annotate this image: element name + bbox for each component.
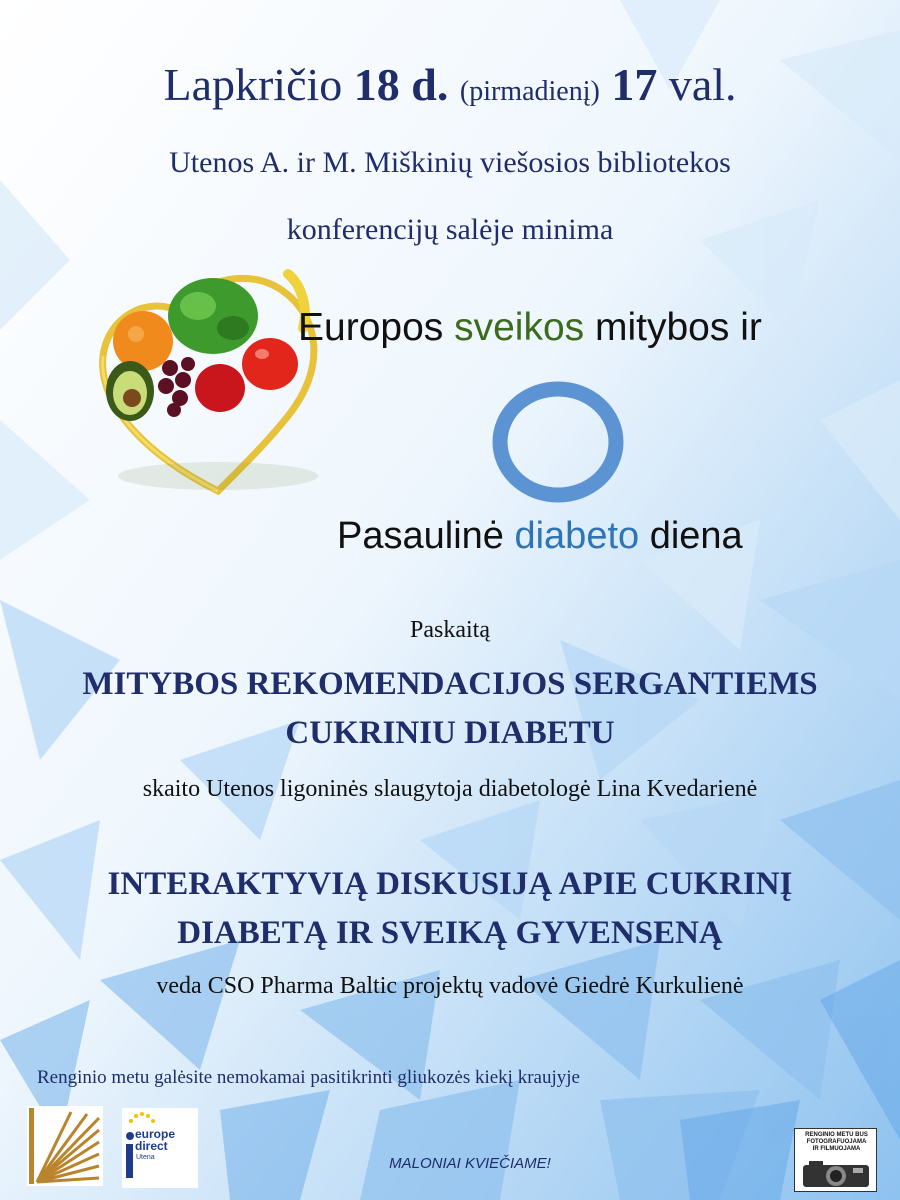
event-date-time: [0, 58, 900, 111]
filming-notice: [794, 1128, 877, 1192]
venue-line-1: Utenos A. ir M. Miškinių viešosios bibliotekos: [169, 146, 731, 179]
date-month: Lapkričio: [163, 59, 343, 110]
filming-notice-text: [795, 1132, 878, 1153]
date-day: 18 d.: [353, 59, 449, 110]
venue-line-2: konferencijų salėje minima: [286, 213, 614, 246]
date-weekday: (pirmadienį): [459, 76, 600, 107]
title-word-mitybos: mitybos ir: [595, 306, 762, 349]
event-title-line-2: [337, 515, 743, 558]
library-logo: [27, 1106, 103, 1186]
filming-notice-line-2: FOTOGRAFUOJAMA: [806, 1139, 867, 1145]
lecture-title-line-2: CUKRINIU DIABETU: [285, 715, 615, 751]
time-hour: 17: [611, 59, 658, 110]
glucose-test-note: Renginio metu galėsite nemokamai pasitikrinti gliukozės kiekį kraujyje: [37, 1067, 580, 1088]
blue-circle-icon: [489, 380, 627, 504]
europe-direct-line-2: direct: [135, 1139, 168, 1153]
filming-notice-line-3: IR FILMUOJAMA: [812, 1146, 861, 1152]
title-word-europos: Europos: [298, 306, 444, 349]
invitation-text: MALONIAI KVIEČIAME!: [389, 1155, 551, 1172]
discussion-speaker: veda CSO Pharma Baltic projektų vadovė Giedrė Kurkulienė: [156, 973, 744, 999]
europe-direct-line-1: europe: [135, 1127, 176, 1141]
lecture-speaker: skaito Utenos ligoninės slaugytoja diabetologė Lina Kvedarienė: [142, 776, 758, 802]
camera-icon: [801, 1157, 871, 1189]
title-word-diena: diena: [649, 515, 743, 557]
europe-direct-city: Utena: [136, 1154, 155, 1161]
lecture-title-line-1: MITYBOS REKOMENDACIJOS SERGANTIEMS: [82, 666, 818, 702]
time-unit: val.: [668, 59, 737, 110]
fruit-heart-image: [88, 256, 348, 506]
discussion-title-line-1: INTERAKTYVIĄ DISKUSIJĄ APIE CUKRINĮ: [107, 866, 793, 902]
title-word-pasauline: Pasaulinė: [337, 515, 504, 557]
event-title-line-1: [298, 306, 762, 350]
filming-notice-line-1: RENGINIO METU BUS: [805, 1132, 868, 1138]
title-word-diabeto: diabeto: [514, 515, 640, 557]
title-word-sveikos: sveikos: [454, 306, 585, 349]
discussion-title-line-2: DIABETĄ IR SVEIKĄ GYVENSENĄ: [177, 915, 723, 951]
lecture-intro: Paskaitą: [410, 617, 490, 643]
